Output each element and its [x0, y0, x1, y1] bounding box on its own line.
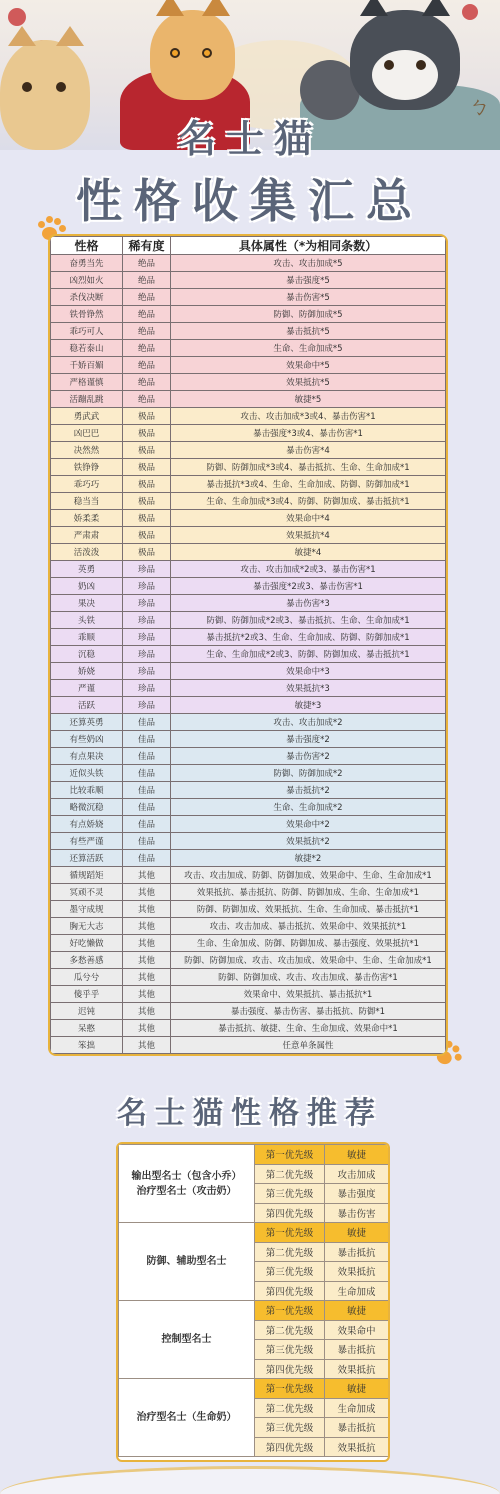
- trait-name: 活跃: [51, 697, 123, 714]
- priority-stat: 敏捷: [325, 1301, 389, 1321]
- table-row: [51, 714, 446, 731]
- recommend-category: [119, 1301, 255, 1379]
- trait-name: 多愁善感: [51, 952, 123, 969]
- trait-rarity: 其他: [123, 918, 171, 935]
- trait-attributes: 暴击伤害*4: [171, 442, 446, 459]
- trait-attributes: 敏捷*3: [171, 697, 446, 714]
- recommend-category-line: 控制型名士: [161, 1334, 212, 1345]
- trait-name: 稳当当: [51, 493, 123, 510]
- table-row: [51, 935, 446, 952]
- table-row: [51, 544, 446, 561]
- trait-name: 决然然: [51, 442, 123, 459]
- table-row: [51, 918, 446, 935]
- trait-rarity: 珍品: [123, 680, 171, 697]
- traits-table: [50, 236, 446, 1054]
- priority-stat: 敏捷: [325, 1145, 389, 1165]
- table-row: [51, 833, 446, 850]
- priority-stat: 敏捷: [325, 1223, 389, 1243]
- trait-name: 有些严谨: [51, 833, 123, 850]
- trait-name: 迟钝: [51, 1003, 123, 1020]
- priority-label: 第一优先级: [255, 1301, 325, 1321]
- trait-rarity: 绝品: [123, 323, 171, 340]
- table-row: [51, 952, 446, 969]
- trait-name: 还算活跃: [51, 850, 123, 867]
- trait-attributes: 效果命中*4: [171, 510, 446, 527]
- trait-attributes: 暴击抵抗、敏捷、生命、生命加成、效果命中*1: [171, 1020, 446, 1037]
- footer-decoration: [0, 1466, 500, 1494]
- priority-label: 第二优先级: [255, 1398, 325, 1418]
- table-row: [51, 476, 446, 493]
- column-header-rarity: 稀有度: [123, 237, 171, 255]
- trait-rarity: 极品: [123, 442, 171, 459]
- trait-rarity: 其他: [123, 969, 171, 986]
- trait-rarity: 极品: [123, 408, 171, 425]
- trait-attributes: 效果抵抗*3: [171, 680, 446, 697]
- table-row: [51, 1037, 446, 1054]
- table-row: [51, 697, 446, 714]
- trait-attributes: 防御、防御加成、攻击、攻击加成、暴击伤害*1: [171, 969, 446, 986]
- recommend-row: [119, 1301, 389, 1321]
- trait-attributes: 任意单条属性: [171, 1037, 446, 1054]
- recommend-category-line: 治疗型名士（生命奶）: [136, 1412, 237, 1423]
- page-title-line1: 名士猫: [177, 116, 322, 161]
- trait-attributes: 攻击、攻击加成*5: [171, 255, 446, 272]
- table-row: [51, 340, 446, 357]
- priority-stat: 暴击伤害: [325, 1203, 389, 1223]
- trait-attributes: 效果抵抗*5: [171, 374, 446, 391]
- trait-name: 活蹦乱跳: [51, 391, 123, 408]
- table-row: [51, 612, 446, 629]
- table-row: [51, 969, 446, 986]
- table-row: [51, 816, 446, 833]
- trait-name: 铁铮铮: [51, 459, 123, 476]
- trait-name: 稳若泰山: [51, 340, 123, 357]
- recommend-category: [119, 1379, 255, 1457]
- recommend-category: [119, 1223, 255, 1301]
- trait-name: 沉稳: [51, 646, 123, 663]
- trait-attributes: 效果抵抗、暴击抵抗、防御、防御加成、生命、生命加成*1: [171, 884, 446, 901]
- priority-stat: 生命加成: [325, 1398, 389, 1418]
- trait-attributes: 生命、生命加成*5: [171, 340, 446, 357]
- trait-rarity: 其他: [123, 986, 171, 1003]
- trait-attributes: 效果命中*2: [171, 816, 446, 833]
- trait-name: 胸无大志: [51, 918, 123, 935]
- trait-name: 千娇百媚: [51, 357, 123, 374]
- trait-name: 严谨: [51, 680, 123, 697]
- table-row: [51, 731, 446, 748]
- trait-attributes: 防御、防御加成*2: [171, 765, 446, 782]
- recommend-table-card: [116, 1142, 390, 1462]
- table-row: [51, 561, 446, 578]
- table-row: [51, 867, 446, 884]
- decor-dot: [8, 8, 26, 26]
- trait-rarity: 其他: [123, 1020, 171, 1037]
- column-header-trait: 性格: [51, 237, 123, 255]
- trait-rarity: 珍品: [123, 612, 171, 629]
- trait-rarity: 珍品: [123, 561, 171, 578]
- table-row: [51, 1020, 446, 1037]
- table-row: [51, 442, 446, 459]
- trait-name: 乖顺: [51, 629, 123, 646]
- priority-stat: 攻击加成: [325, 1164, 389, 1184]
- trait-attributes: 暴击强度*3或4、暴击伤害*1: [171, 425, 446, 442]
- trait-name: 瓜兮兮: [51, 969, 123, 986]
- trait-name: 略微沉稳: [51, 799, 123, 816]
- trait-attributes: 防御、防御加成、攻击、攻击加成、效果命中、生命、生命加成*1: [171, 952, 446, 969]
- trait-name: 娇娆: [51, 663, 123, 680]
- trait-name: 好吃懒做: [51, 935, 123, 952]
- trait-attributes: 生命、生命加成*2: [171, 799, 446, 816]
- trait-rarity: 其他: [123, 867, 171, 884]
- priority-label: 第四优先级: [255, 1437, 325, 1457]
- trait-rarity: 佳品: [123, 816, 171, 833]
- trait-rarity: 其他: [123, 952, 171, 969]
- priority-label: 第四优先级: [255, 1281, 325, 1301]
- trait-name: 傻乎乎: [51, 986, 123, 1003]
- priority-stat: 生命加成: [325, 1281, 389, 1301]
- priority-stat: 效果抵抗: [325, 1359, 389, 1379]
- trait-attributes: 防御、防御加成*3或4、暴击抵抗、生命、生命加成*1: [171, 459, 446, 476]
- priority-label: 第一优先级: [255, 1379, 325, 1399]
- cat-illustration-right: [350, 10, 460, 110]
- trait-name: 果决: [51, 595, 123, 612]
- priority-stat: 效果命中: [325, 1320, 389, 1340]
- trait-rarity: 其他: [123, 901, 171, 918]
- trait-rarity: 极品: [123, 476, 171, 493]
- table-row: [51, 527, 446, 544]
- page-title-line2: 性格收集汇总: [76, 174, 424, 228]
- trait-name: 有点娇娆: [51, 816, 123, 833]
- recommend-table: [118, 1144, 389, 1457]
- trait-name: 严格谨慎: [51, 374, 123, 391]
- trait-rarity: 绝品: [123, 391, 171, 408]
- traits-table-card: [48, 234, 448, 1056]
- column-header-attributes: 具体属性（*为相同条数）: [171, 237, 446, 255]
- trait-rarity: 极品: [123, 493, 171, 510]
- trait-attributes: 攻击、攻击加成*2: [171, 714, 446, 731]
- trait-name: 呆憨: [51, 1020, 123, 1037]
- trait-rarity: 珍品: [123, 646, 171, 663]
- recommend-row: [119, 1223, 389, 1243]
- table-row: [51, 510, 446, 527]
- trait-attributes: 效果命中*5: [171, 357, 446, 374]
- trait-name: 奋勇当先: [51, 255, 123, 272]
- trait-attributes: 暴击伤害*2: [171, 748, 446, 765]
- table-row: [51, 323, 446, 340]
- recommend-row: [119, 1379, 389, 1399]
- trait-name: 近似头铁: [51, 765, 123, 782]
- priority-label: 第一优先级: [255, 1145, 325, 1165]
- table-row: [51, 289, 446, 306]
- recommend-category-line: 防御、辅助型名士: [146, 1256, 227, 1267]
- table-row: [51, 901, 446, 918]
- trait-rarity: 极品: [123, 544, 171, 561]
- table-row: [51, 663, 446, 680]
- trait-attributes: 生命、生命加成*3或4、防御、防御加成、暴击抵抗*1: [171, 493, 446, 510]
- seal-stamp: ㄅ: [468, 95, 491, 120]
- trait-rarity: 绝品: [123, 357, 171, 374]
- trait-attributes: 敏捷*2: [171, 850, 446, 867]
- trait-attributes: 防御、防御加成*2或3、暴击抵抗、生命、生命加成*1: [171, 612, 446, 629]
- cat-illustration-center: [150, 10, 235, 100]
- trait-name: 奶凶: [51, 578, 123, 595]
- priority-stat: 敏捷: [325, 1379, 389, 1399]
- table-row: [51, 272, 446, 289]
- trait-attributes: 攻击、攻击加成、暴击抵抗、效果命中、效果抵抗*1: [171, 918, 446, 935]
- trait-rarity: 其他: [123, 935, 171, 952]
- table-row: [51, 765, 446, 782]
- trait-attributes: 防御、防御加成*5: [171, 306, 446, 323]
- priority-label: 第二优先级: [255, 1164, 325, 1184]
- priority-label: 第二优先级: [255, 1320, 325, 1340]
- decor-dot: [462, 4, 478, 20]
- trait-rarity: 佳品: [123, 714, 171, 731]
- table-row: [51, 391, 446, 408]
- trait-rarity: 珍品: [123, 663, 171, 680]
- trait-attributes: 敏捷*5: [171, 391, 446, 408]
- trait-rarity: 佳品: [123, 850, 171, 867]
- table-row: [51, 255, 446, 272]
- trait-name: 乖巧巧: [51, 476, 123, 493]
- trait-attributes: 效果命中*3: [171, 663, 446, 680]
- trait-name: 严肃肃: [51, 527, 123, 544]
- trait-name: 勇武武: [51, 408, 123, 425]
- trait-rarity: 极品: [123, 510, 171, 527]
- trait-name: 循规蹈矩: [51, 867, 123, 884]
- priority-label: 第二优先级: [255, 1242, 325, 1262]
- recommend-category-line: 输出型名士（包含小乔）: [131, 1170, 242, 1182]
- trait-attributes: 防御、防御加成、效果抵抗、生命、生命加成、暴击抵抗*1: [171, 901, 446, 918]
- table-row: [51, 850, 446, 867]
- trait-name: 墨守成规: [51, 901, 123, 918]
- trait-rarity: 绝品: [123, 289, 171, 306]
- table-row: [51, 629, 446, 646]
- table-row: [51, 459, 446, 476]
- trait-name: 有些奶凶: [51, 731, 123, 748]
- table-row: [51, 1003, 446, 1020]
- trait-attributes: 效果抵抗*4: [171, 527, 446, 544]
- trait-attributes: 暴击强度*2: [171, 731, 446, 748]
- table-row: [51, 306, 446, 323]
- trait-attributes: 暴击强度*2或3、暴击伤害*1: [171, 578, 446, 595]
- trait-rarity: 绝品: [123, 272, 171, 289]
- priority-label: 第四优先级: [255, 1203, 325, 1223]
- trait-rarity: 佳品: [123, 833, 171, 850]
- trait-rarity: 佳品: [123, 748, 171, 765]
- trait-rarity: 绝品: [123, 255, 171, 272]
- trait-rarity: 其他: [123, 884, 171, 901]
- trait-attributes: 暴击伤害*3: [171, 595, 446, 612]
- trait-rarity: 极品: [123, 459, 171, 476]
- trait-attributes: 暴击抵抗*5: [171, 323, 446, 340]
- trait-attributes: 暴击抵抗*3或4、生命、生命加成、防御、防御加成*1: [171, 476, 446, 493]
- table-row: [51, 782, 446, 799]
- trait-attributes: 暴击强度*5: [171, 272, 446, 289]
- trait-rarity: 珍品: [123, 697, 171, 714]
- priority-label: 第三优先级: [255, 1262, 325, 1282]
- table-row: [51, 799, 446, 816]
- priority-stat: 暴击抵抗: [325, 1418, 389, 1438]
- table-row: [51, 748, 446, 765]
- trait-name: 英勇: [51, 561, 123, 578]
- trait-name: 有点果决: [51, 748, 123, 765]
- trait-rarity: 其他: [123, 1037, 171, 1054]
- table-row: [51, 374, 446, 391]
- priority-label: 第三优先级: [255, 1340, 325, 1360]
- trait-rarity: 珍品: [123, 578, 171, 595]
- trait-rarity: 佳品: [123, 782, 171, 799]
- trait-rarity: 珍品: [123, 595, 171, 612]
- trait-attributes: 效果命中、效果抵抗、暴击抵抗*1: [171, 986, 446, 1003]
- trait-name: 还算英勇: [51, 714, 123, 731]
- trait-attributes: 暴击抵抗*2: [171, 782, 446, 799]
- priority-label: 第一优先级: [255, 1223, 325, 1243]
- trait-name: 头铁: [51, 612, 123, 629]
- trait-rarity: 佳品: [123, 765, 171, 782]
- trait-attributes: 效果抵抗*2: [171, 833, 446, 850]
- table-row: [51, 425, 446, 442]
- trait-rarity: 珍品: [123, 629, 171, 646]
- priority-stat: 暴击抵抗: [325, 1340, 389, 1360]
- table-row: [51, 646, 446, 663]
- trait-name: 冥顽不灵: [51, 884, 123, 901]
- trait-name: 活泼泼: [51, 544, 123, 561]
- table-row: [51, 357, 446, 374]
- trait-attributes: 暴击抵抗*2或3、生命、生命加成、防御、防御加成*1: [171, 629, 446, 646]
- priority-stat: 效果抵抗: [325, 1437, 389, 1457]
- trait-attributes: 生命、生命加成*2或3、防御、防御加成、暴击抵抗*1: [171, 646, 446, 663]
- table-header-row: [51, 237, 446, 255]
- trait-name: 乖巧可人: [51, 323, 123, 340]
- trait-attributes: 敏捷*4: [171, 544, 446, 561]
- trait-name: 笨拙: [51, 1037, 123, 1054]
- trait-name: 杀伐决断: [51, 289, 123, 306]
- table-row: [51, 884, 446, 901]
- trait-attributes: 攻击、攻击加成*2或3、暴击伤害*1: [171, 561, 446, 578]
- trait-attributes: 攻击、攻击加成*3或4、暴击伤害*1: [171, 408, 446, 425]
- priority-label: 第三优先级: [255, 1418, 325, 1438]
- trait-rarity: 极品: [123, 425, 171, 442]
- trait-rarity: 绝品: [123, 340, 171, 357]
- recommend-category-line: 治疗型名士（攻击奶）: [136, 1185, 237, 1197]
- trait-rarity: 佳品: [123, 731, 171, 748]
- table-row: [51, 680, 446, 697]
- trait-name: 比较乖顺: [51, 782, 123, 799]
- trait-attributes: 攻击、攻击加成、防御、防御加成、效果命中、生命、生命加成*1: [171, 867, 446, 884]
- table-row: [51, 493, 446, 510]
- trait-name: 娇柔柔: [51, 510, 123, 527]
- trait-rarity: 绝品: [123, 306, 171, 323]
- trait-name: 铁骨铮然: [51, 306, 123, 323]
- trait-rarity: 绝品: [123, 374, 171, 391]
- table-row: [51, 578, 446, 595]
- table-row: [51, 595, 446, 612]
- recommend-category: [119, 1145, 255, 1223]
- trait-name: 凶巴巴: [51, 425, 123, 442]
- trait-attributes: 生命、生命加成、防御、防御加成、暴击强度、效果抵抗*1: [171, 935, 446, 952]
- trait-rarity: 极品: [123, 527, 171, 544]
- recommend-title: 名士猫性格推荐: [117, 1096, 383, 1131]
- table-row: [51, 408, 446, 425]
- trait-attributes: 暴击伤害*5: [171, 289, 446, 306]
- trait-name: 凶烈如火: [51, 272, 123, 289]
- trait-rarity: 其他: [123, 1003, 171, 1020]
- priority-label: 第三优先级: [255, 1184, 325, 1204]
- priority-label: 第四优先级: [255, 1359, 325, 1379]
- priority-stat: 暴击抵抗: [325, 1242, 389, 1262]
- trait-rarity: 佳品: [123, 799, 171, 816]
- recommend-row: [119, 1145, 389, 1165]
- priority-stat: 效果抵抗: [325, 1262, 389, 1282]
- priority-stat: 暴击强度: [325, 1184, 389, 1204]
- trait-attributes: 暴击强度、暴击伤害、暴击抵抗、防御*1: [171, 1003, 446, 1020]
- table-row: [51, 986, 446, 1003]
